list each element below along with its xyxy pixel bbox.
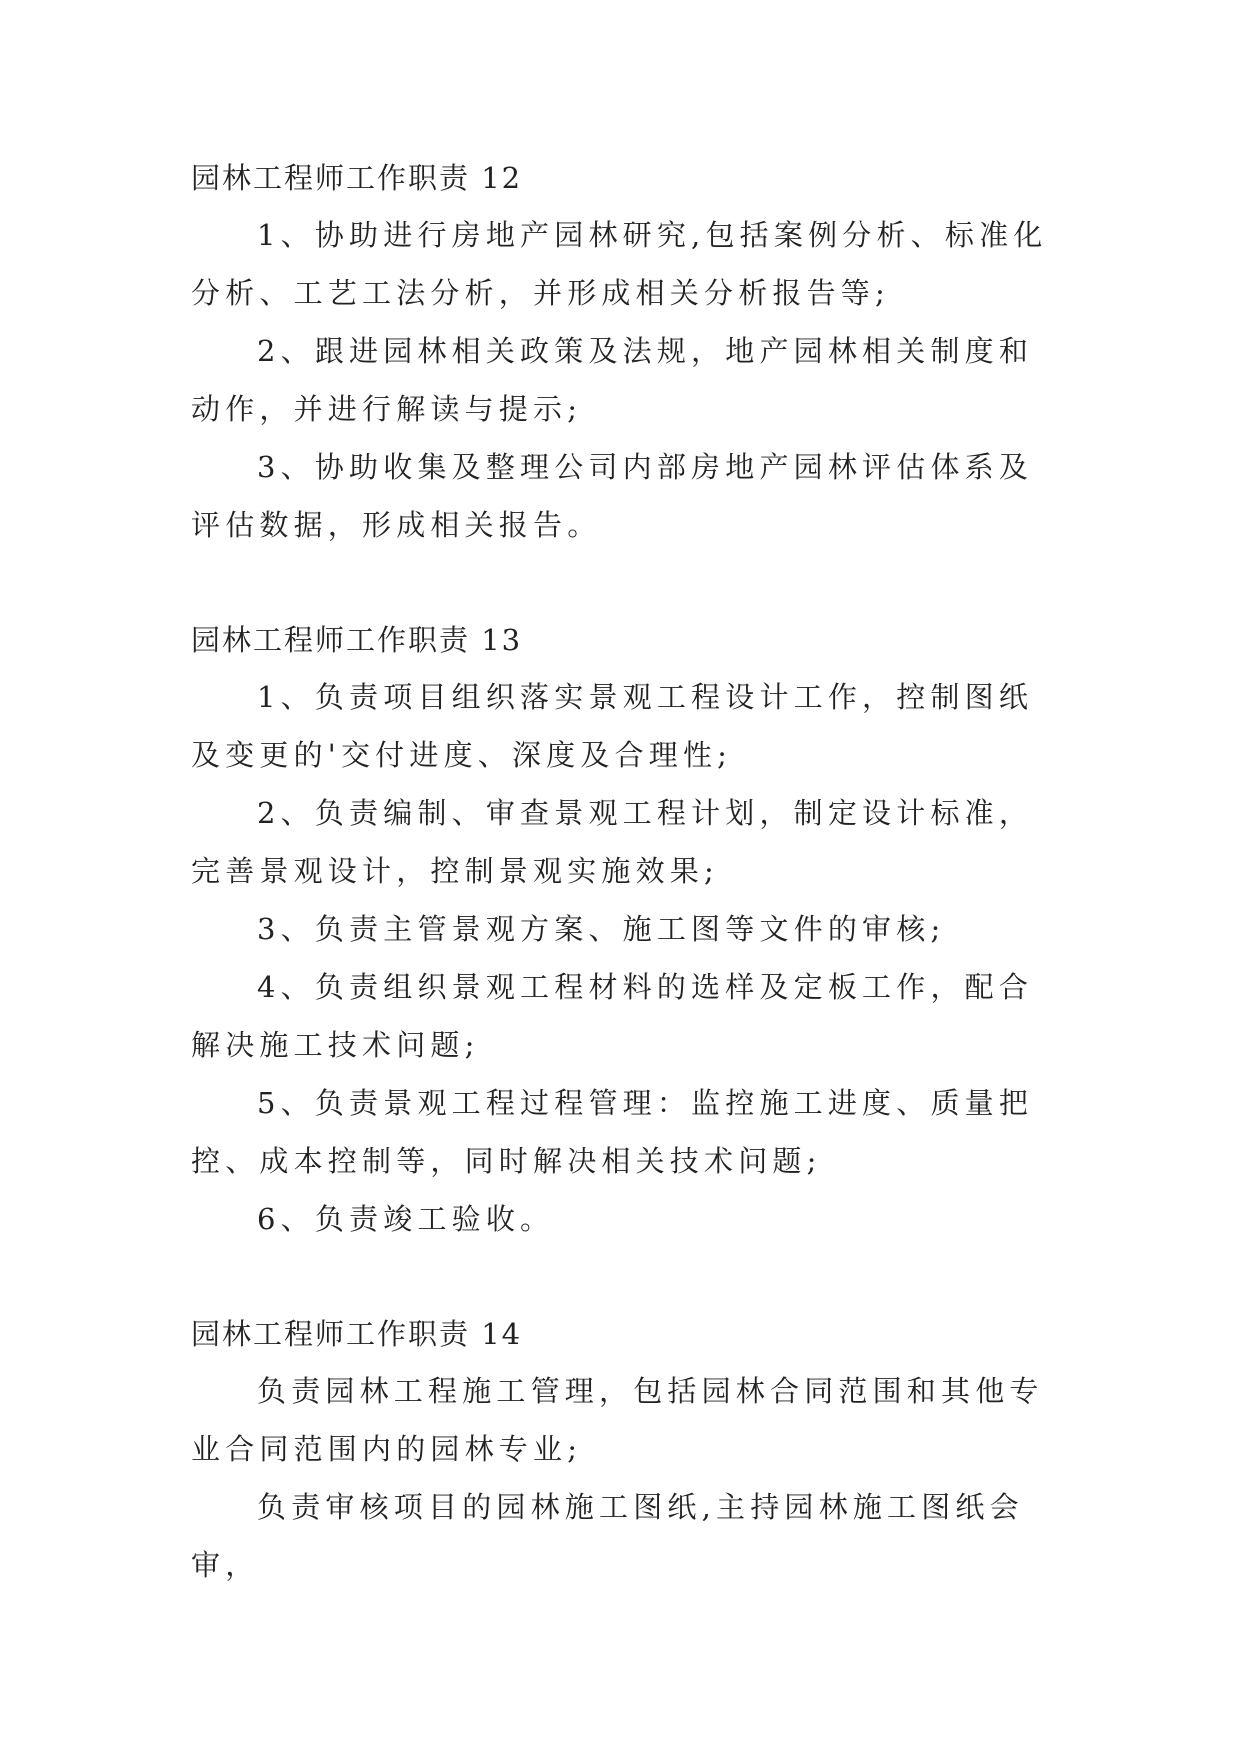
paragraph: 3、负责主管景观方案、施工图等文件的审核;: [257, 912, 946, 946]
paragraph: 4、负责组织景观工程材料的选样及定板工作，配合解决施工技术问题;: [191, 970, 1034, 1062]
section-heading: 园林工程师工作职责 13: [191, 623, 523, 657]
section-13: [191, 612, 1061, 1248]
document-body: [191, 150, 1061, 1594]
section-14: [191, 1306, 1061, 1594]
section-12: [191, 150, 1061, 554]
section-heading: 园林工程师工作职责 14: [191, 1317, 523, 1351]
paragraph: 负责园林工程施工管理，包括园林合同范围和其他专业合同范围内的园林专业;: [191, 1374, 1044, 1466]
paragraph: 3、协助收集及整理公司内部房地产园林评估体系及评估数据，形成相关报告。: [191, 450, 1034, 542]
paragraph: 2、负责编制、审查景观工程计划，制定设计标准，完善景观设计，控制景观实施效果;: [191, 796, 1034, 888]
section-heading: 园林工程师工作职责 12: [191, 161, 523, 195]
paragraph: 6、负责竣工验收。: [257, 1202, 555, 1236]
paragraph: 2、跟进园林相关政策及法规，地产园林相关制度和动作，并进行解读与提示;: [191, 334, 1034, 426]
paragraph: 负责审核项目的园林施工图纸,主持园林施工图纸会审，: [191, 1490, 1024, 1582]
paragraph: 1、负责项目组织落实景观工程设计工作，控制图纸及变更的'交付进度、深度及合理性;: [191, 680, 1034, 772]
paragraph: 1、协助进行房地产园林研究,包括案例分析、标准化分析、工艺工法分析，并形成相关分析报告等;: [191, 218, 1048, 310]
paragraph: 5、负责景观工程过程管理：监控施工进度、质量把控、成本控制等，同时解决相关技术问题;: [191, 1086, 1034, 1178]
